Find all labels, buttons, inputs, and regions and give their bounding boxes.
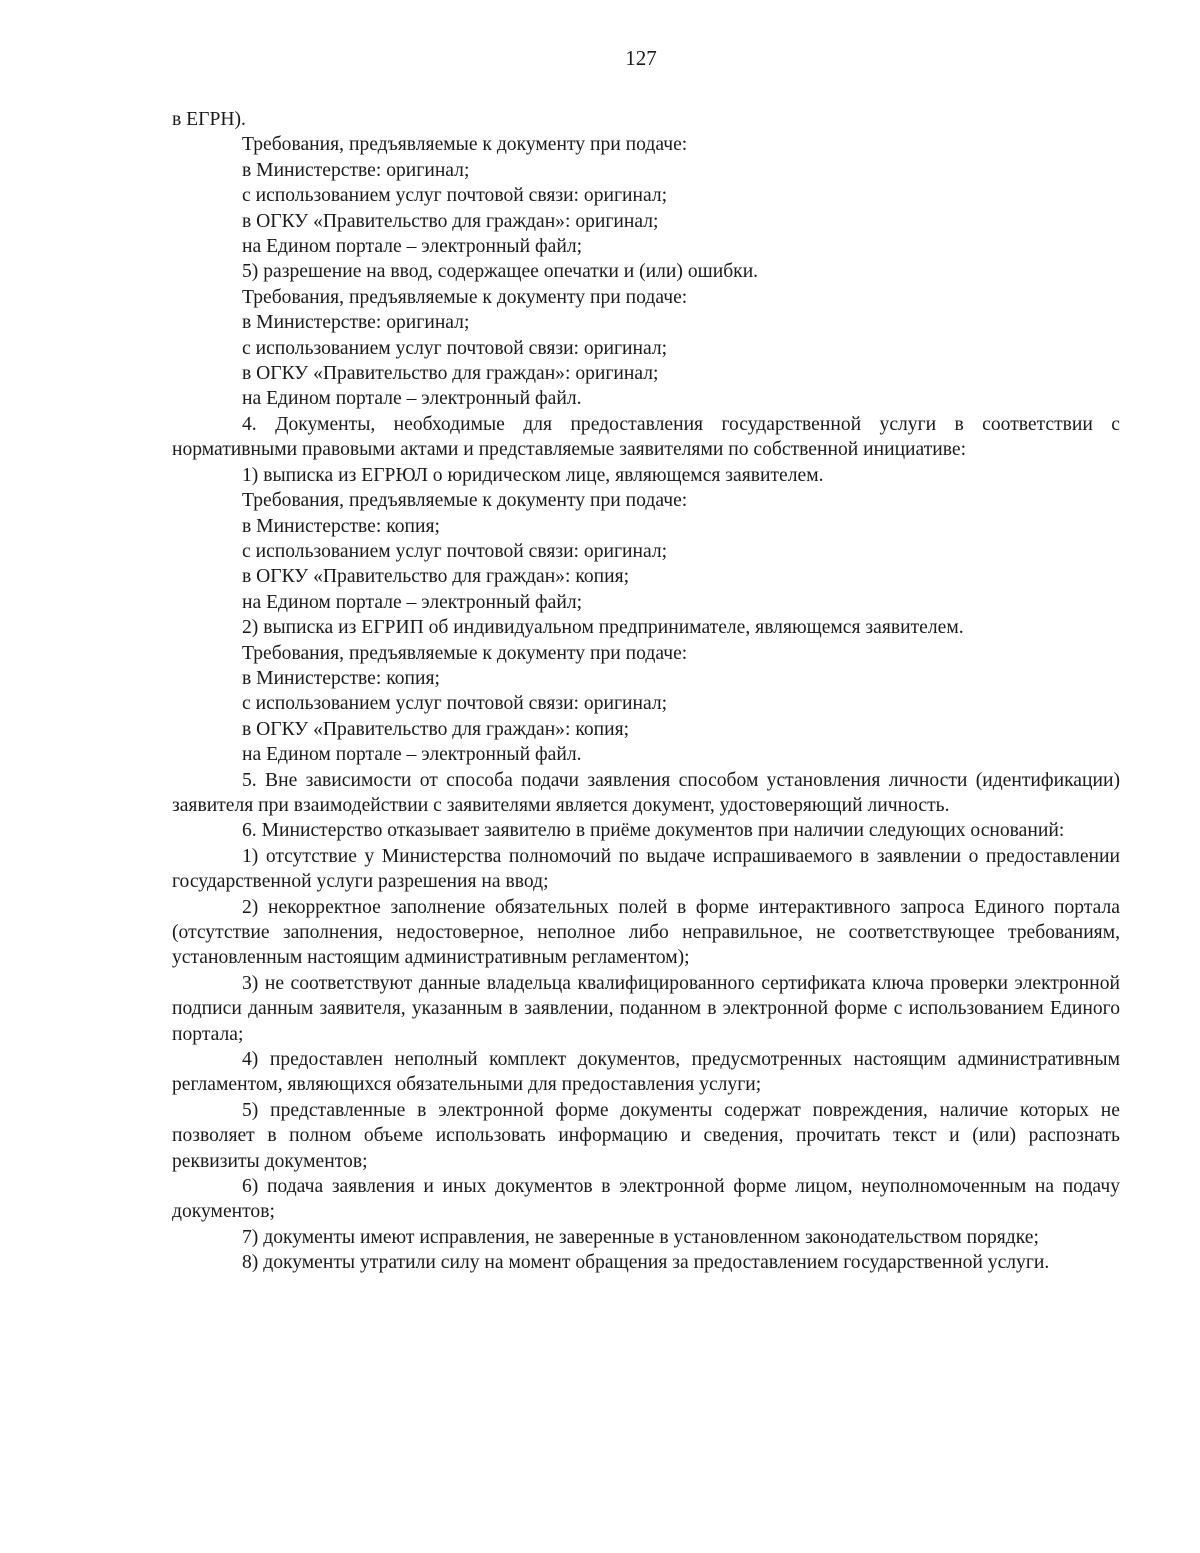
refusal-reason: 5) представленные в электронной форме документы содержат повреждения, наличие которых не позволяет в полном объеме использовать информацию и сведения, прочитать текст и (или) распознать реквизиты документов; — [172, 1099, 1120, 1172]
list-item: 2) выписка из ЕГРИП об индивидуальном предпринимателе, являющемся заявителем. — [242, 617, 964, 639]
requirements-heading: Требования, предъявляемые к документу при подаче: — [242, 490, 688, 512]
requirement-ogku: в ОГКУ «Правительство для граждан»: копия; — [242, 718, 630, 740]
section-5-paragraph: 5. Вне зависимости от способа подачи заявления способом установления личности (идентификации) заявителя при взаимодействии с заявителями является документ, удостоверяющий личность. — [172, 769, 1120, 816]
refusal-reason: 8) документы утратили силу на момент обращения за предоставлением государственной услуги. — [242, 1252, 1050, 1274]
requirement-postal: с использованием услуг почтовой связи: оригинал; — [242, 540, 668, 562]
paragraph-continuation: в ЕГРН). — [172, 109, 246, 130]
section-6-paragraph: 6. Министерство отказывает заявителю в приёме документов при наличии следующих оснований: — [242, 820, 1065, 842]
requirement-ogku: в ОГКУ «Правительство для граждан»: оригинал; — [242, 210, 659, 232]
list-item: 5) разрешение на ввод, содержащее опечатки и (или) ошибки. — [242, 261, 759, 283]
requirement-portal: на Едином портале – электронный файл; — [242, 236, 583, 258]
refusal-reason: 6) подача заявления и иных документов в электронной форме лицом, неуполномоченным на подачу документов; — [172, 1176, 1120, 1223]
requirement-ogku: в ОГКУ «Правительство для граждан»: копия; — [242, 566, 630, 588]
requirements-heading: Требования, предъявляемые к документу при подаче: — [242, 286, 688, 308]
page-number: 127 — [625, 46, 657, 70]
section-4-paragraph: 4. Документы, необходимые для предоставления государственной услуги в соответствии с нормативными правовыми актами и представляемые заявителями по собственной инициативе: — [172, 413, 1120, 461]
requirement-ministry: в Министерстве: копия; — [242, 667, 440, 689]
requirement-ministry: в Министерстве: оригинал; — [242, 159, 470, 181]
refusal-reason: 7) документы имеют исправления, не заверенные в установленном законодательством порядке; — [242, 1226, 1039, 1248]
requirement-postal: с использованием услуг почтовой связи: оригинал; — [242, 693, 668, 715]
requirement-portal: на Едином портале – электронный файл. — [242, 388, 582, 410]
requirements-heading: Требования, предъявляемые к документу при подаче: — [242, 642, 688, 664]
requirements-heading: Требования, предъявляемые к документу при подаче: — [242, 134, 688, 156]
refusal-reason: 4) предоставлен неполный комплект документов, предусмотренных настоящим административным регламентом, являющихся обязательными для предоставления услуги; — [172, 1049, 1120, 1096]
list-item: 1) выписка из ЕГРЮЛ о юридическом лице, являющемся заявителем. — [242, 464, 824, 486]
refusal-reason: 1) отсутствие у Министерства полномочий по выдаче испрашиваемого в заявлении о предоставлении государственной услуги разрешения на ввод; — [172, 845, 1120, 893]
requirement-ministry: в Министерстве: копия; — [242, 515, 440, 537]
requirement-postal: с использованием услуг почтовой связи: оригинал; — [242, 185, 668, 207]
refusal-reason: 2) некорректное заполнение обязательных полей в форме интерактивного запроса Единого портала (отсутствие заполнения, недостоверное, неполное либо неправильное, не соответствующее требованиям, установленным настоящим административным регламентом); — [172, 896, 1120, 969]
refusal-reason: 3) не соответствуют данные владельца квалифицированного сертификата ключа проверки электронной подписи данным заявителя, указанным в заявлении, поданном в электронной форме с использованием Единого портала; — [172, 972, 1120, 1045]
requirement-ministry: в Министерстве: оригинал; — [242, 312, 470, 334]
requirement-portal: на Едином портале – электронный файл. — [242, 744, 582, 766]
document-body — [172, 107, 1120, 1276]
requirement-postal: с использованием услуг почтовой связи: оригинал; — [242, 337, 668, 359]
requirement-ogku: в ОГКУ «Правительство для граждан»: оригинал; — [242, 363, 659, 385]
requirement-portal: на Едином портале – электронный файл; — [242, 591, 583, 613]
